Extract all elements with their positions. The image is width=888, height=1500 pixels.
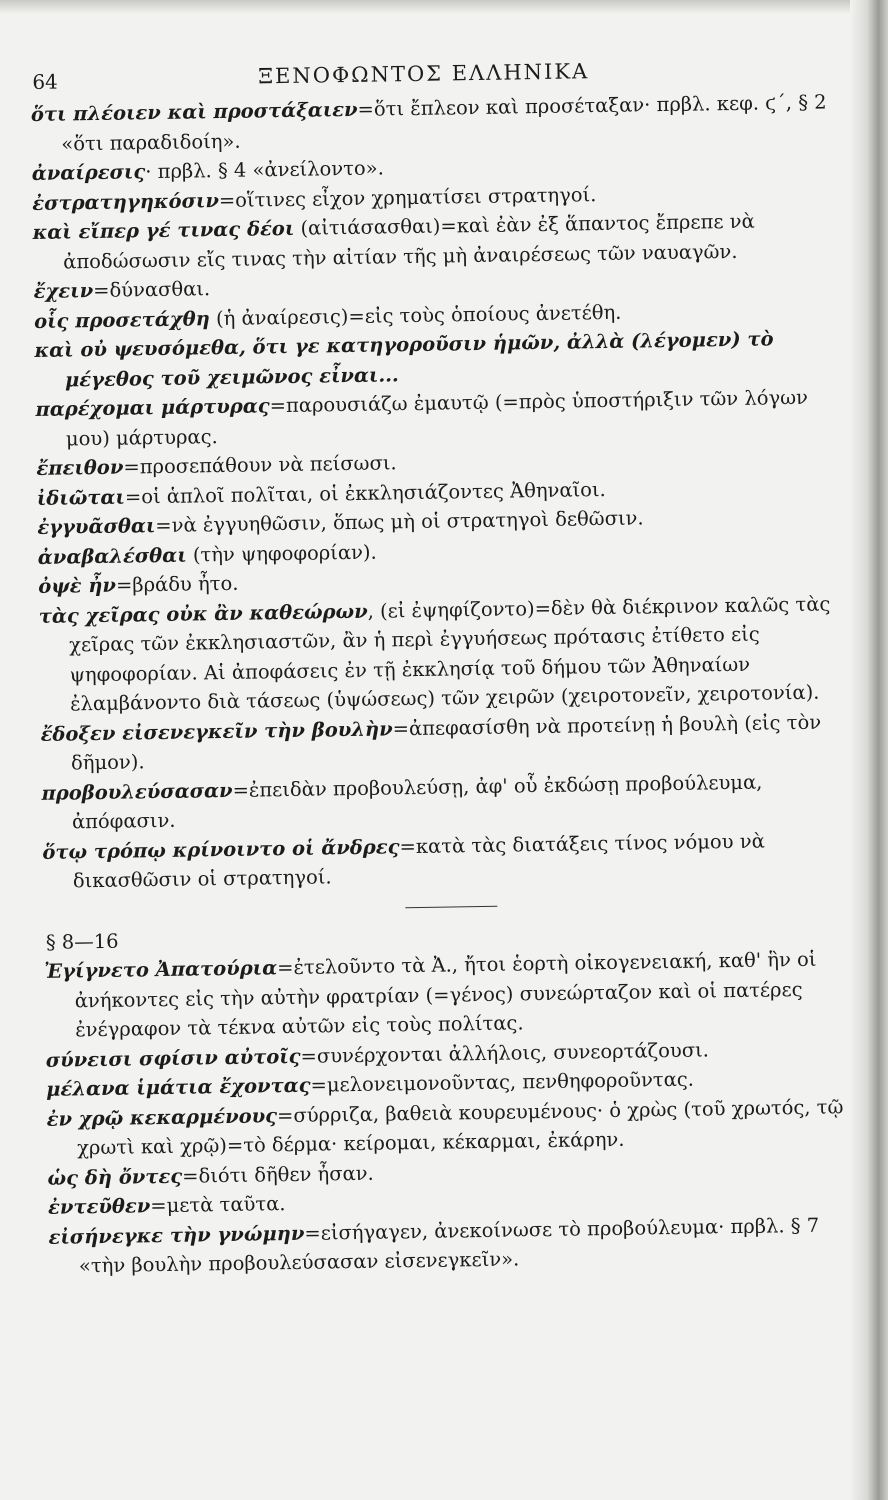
entry-term: καὶ οὐ ψευσόμεθα, ὅτι γε κατηγοροῦσιν ἡμῶν, ἀλλὰ (λέγομεν) τὸ μέγεθος τοῦ χειμῶνος εἶναι... [34, 327, 774, 391]
glossary-entry [48, 1209, 869, 1281]
section-heading: § 8—16 [45, 929, 119, 954]
entry-term: ὅτι πλέοιεν καὶ προστάξαιεν [30, 97, 358, 126]
entry-definition: =οἱ ἁπλοῖ πολῖται, οἱ ἐκκλησιάζοντες Ἀθηναῖοι. [124, 477, 606, 509]
glossary-entry [44, 944, 865, 1045]
entry-term: ἔχειν [33, 279, 94, 303]
entry-term: προβουλεύσασαν [41, 778, 233, 805]
entry-definition: , (εἰ ἐψηφίζοντο)=δὲν θὰ διέκρινον καλῶς τὰς χεῖρας τῶν ἐκκλησιαστῶν, ἂν ἡ περὶ ἐγγυήσεως πρότασις ἐτίθετο εἰς ψηφοφορίαν. Αἱ ἀποφάσεις ἐν τῇ ἐκκλησίᾳ τοῦ δήμου τῶν Ἀθηναίων ἐλαμβάνοντο διὰ τάσεως (ὑψώσεως) τῶν χειρῶν (χειροτονεῖν, χειροτονία). [69, 591, 831, 716]
entry-definition: =εἰσήγαγεν, ἀνεκοίνωσε τὸ προβούλευμα· πρβλ. § 7 «τὴν βουλὴν προβουλεύσασαν εἰσενεγκεῖν». [78, 1213, 820, 1278]
entry-term: ἐγγυᾶσθαι [37, 514, 156, 539]
entry-definition: (ἡ ἀναίρεσις)=εἰς τοὺς ὁποίους ἀνετέθη. [209, 300, 622, 330]
entry-term: ὅτῳ τρόπῳ κρίνοιντο οἱ ἄνδρες [42, 834, 400, 864]
entry-term: σύνεισι σφίσιν αὐτοῖς [45, 1044, 301, 1072]
entry-term: ὀψὲ ἦν [38, 573, 117, 598]
entry-term: τὰς χεῖρας οὐκ ἂν καθεώρων [38, 599, 368, 628]
page-number: 64 [32, 69, 58, 94]
section-divider [405, 905, 497, 907]
entry-definition: (τὴν ψηφοφορίαν). [186, 540, 377, 567]
entry-definition: =βράδυ ἦτο. [115, 571, 239, 597]
entry-term: ἀναβαλέσθαι [37, 543, 187, 569]
entry-term: Ἐγίγνετο Ἀπατούρια [44, 956, 278, 983]
entry-definition: =ἀπεφασίσθη νὰ προτείνῃ ἡ βουλὴ (εἰς τὸν δῆμον). [70, 710, 822, 775]
entry-definition: (αἰτιάσασθαι)=καὶ ἐὰν ἐξ ἅπαντος ἔπρεπε νὰ ἀποδώσωσιν εἴς τινας τὴν αἰτίαν τῆς μὴ ἀναιρέσεως τῶν ναυαγῶν. [62, 209, 755, 274]
entry-definition: =ἐπειδὰν προβουλεύσῃ, ἀφ' οὗ ἐκδώσῃ προβούλευμα, ἀπόφασιν. [71, 770, 763, 834]
entry-term: παρέχομαι μάρτυρας [35, 394, 270, 421]
entry-term: ἀναίρεσις [31, 160, 146, 185]
entry-definition: =νὰ ἐγγυηθῶσιν, ὅπως μὴ οἱ στρατηγοὶ δεθῶσιν. [155, 506, 644, 538]
entry-term: ἰδιῶται [36, 485, 126, 510]
entry-term: ἐν χρῷ κεκαρμένους [46, 1103, 278, 1131]
entry-term: καὶ εἴπερ γέ τινας δέοι [32, 216, 295, 244]
entry-definition: =μελονειμονοῦντας, πενθηφοροῦντας. [310, 1067, 695, 1097]
entry-term: ἔπειθον [36, 455, 124, 480]
entry-term: ἐντεῦθεν [47, 1194, 151, 1219]
entry-definition: =σύρριζα, βαθειὰ κουρευμένους· ὁ χρὼς (τοῦ χρωτός, τῷ χρωτὶ καὶ χρῷ)=τὸ δέρμα· κείρομαι, κέκαρμαι, ἐκάρην. [76, 1094, 844, 1160]
glossary-entry [39, 589, 861, 720]
entry-definition: =οἵτινες εἶχον χρηματίσει στρατηγοί. [218, 182, 597, 212]
entry-term: ἔδοξεν εἰσενεγκεῖν τὴν βουλὴν [40, 716, 393, 746]
entry-term: εἰσήνεγκε τὴν γνώμην [48, 1221, 305, 1249]
book-page [30, 47, 869, 1281]
glossary-section-7 [31, 87, 863, 896]
running-title: ΞΕΝΟΦΩΝΤΟΣ ΕΛΛΗΝΙΚΑ [258, 59, 590, 89]
entry-term: οἷς προσετάχθη [33, 306, 210, 333]
glossary-section-8-16 [44, 944, 869, 1281]
entry-definition: =ἐτελοῦντο τὰ Ἀ., ἤτοι ἑορτὴ οἰκογενειακή, καθ' ἣν οἱ ἀνήκοντες εἰς τὴν αὐτὴν φρατρίαν (=γένος) συνεώρταζον καὶ οἱ πατέρες ἐνέγραφον τὰ τέκνα αὐτῶν εἰς τοὺς πολίτας. [74, 947, 817, 1042]
glossary-entry [42, 825, 863, 897]
entry-definition: =μετὰ ταῦτα. [150, 1192, 286, 1218]
entry-term: ἐστρατηγηκόσιν [32, 188, 220, 215]
entry-definition: =ὅτι ἔπλεον καὶ προσέταξαν· πρβλ. κεφ. ϛ΄, § 2 «ὅτι παραδιδοίη». [61, 90, 827, 156]
entry-definition: =διότι δῆθεν ἦσαν. [181, 1161, 374, 1188]
page-top-shadow [0, 0, 888, 14]
entry-term: ὡς δὴ ὄντες [47, 1164, 183, 1190]
entry-definition: =παρουσιάζω ἐμαυτῷ (=πρὸς ὑποστήριξιν τῶν λόγων μου) μάρτυρας. [65, 385, 809, 450]
entry-definition: · πρβλ. § 4 «ἀνείλοντο». [145, 156, 384, 184]
entry-definition: =προσεπάθουν νὰ πείσωσι. [123, 451, 397, 479]
entry-definition: =δύνασθαι. [92, 277, 211, 303]
entry-definition: =συνέρχονται ἀλλήλοις, συνεορτάζουσι. [300, 1037, 710, 1068]
entry-definition: =κατὰ τὰς διατάξεις τίνος νόμου νὰ δικασθῶσιν οἱ στρατηγοί. [72, 829, 765, 893]
entry-term: μέλανα ἱμάτια ἔχοντας [45, 1073, 311, 1101]
